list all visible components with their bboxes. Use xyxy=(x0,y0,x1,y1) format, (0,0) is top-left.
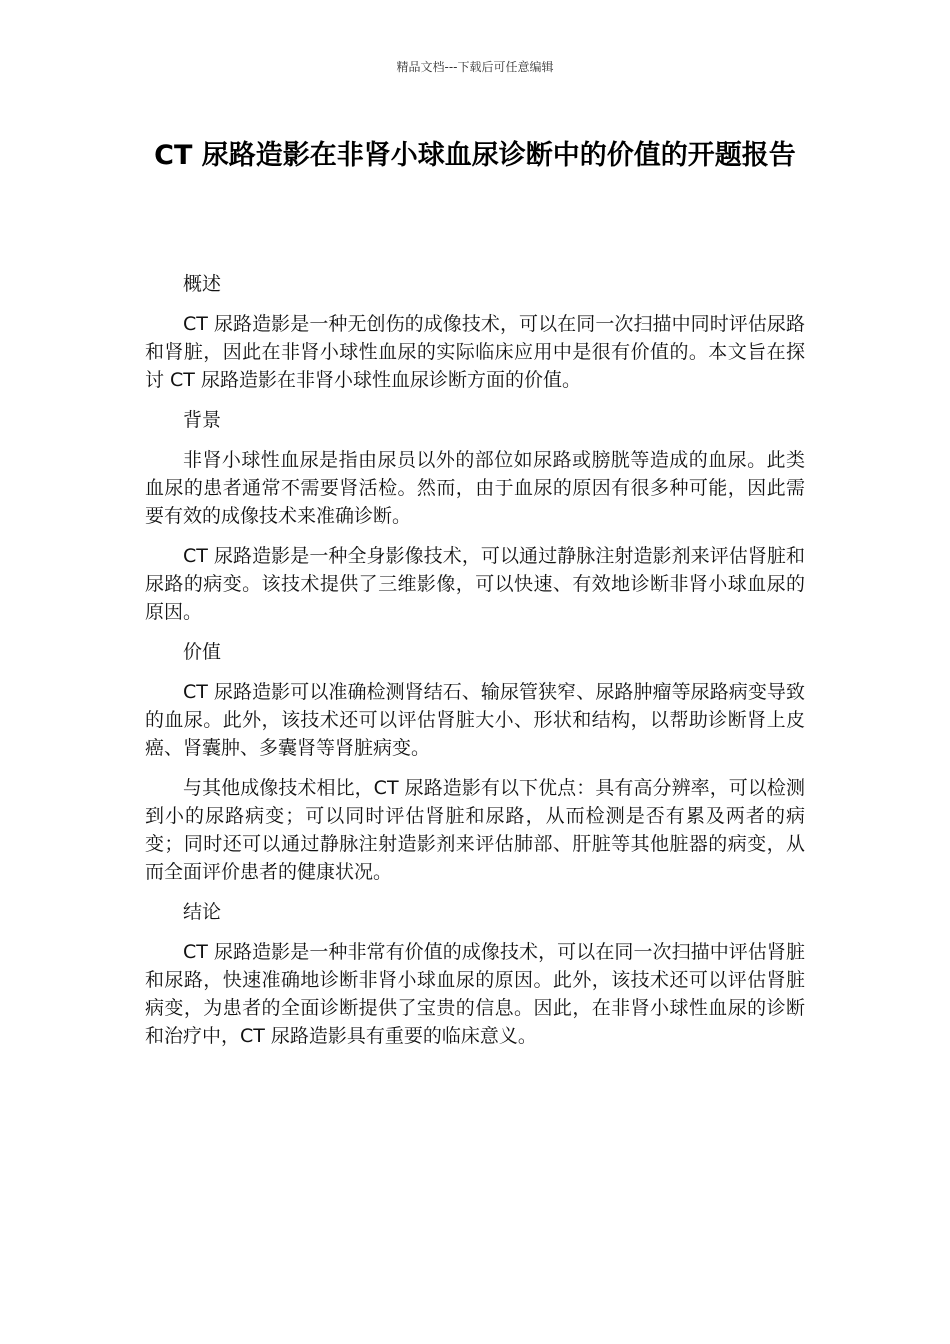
section-heading-background: 背景 xyxy=(183,409,222,431)
document-title: CT 尿路造影在非肾小球血尿诊断中的价值的开题报告 xyxy=(154,140,796,171)
section-heading-value: 价值 xyxy=(183,641,222,663)
section-heading-conclusion: 结论 xyxy=(183,901,222,923)
document-body xyxy=(145,270,805,1062)
paragraph: CT 尿路造影是一种无创伤的成像技术，可以在同一次扫描中同时评估尿路和肾脏，因此在非肾小球性血尿的实际临床应用中是很有价值的。本文旨在探讨 CT 尿路造影在非肾小球性血尿诊断方面的价值。 xyxy=(145,313,805,391)
paragraph: CT 尿路造影可以准确检测肾结石、输尿管狭窄、尿路肿瘤等尿路病变导致的血尿。此外，该技术还可以评估肾脏大小、形状和结构，以帮助诊断肾上皮癌、肾囊肿、多囊肾等肾脏病变。 xyxy=(145,681,805,759)
paragraph: 与其他成像技术相比，CT 尿路造影有以下优点：具有高分辨率，可以检测到小的尿路病变；可以同时评估肾脏和尿路，从而检测是否有累及两者的病变；同时还可以通过静脉注射造影剂来评估肺部、肝脏等其他脏器的病变，从而全面评价患者的健康状况。 xyxy=(145,777,805,883)
paragraph: CT 尿路造影是一种非常有价值的成像技术，可以在同一次扫描中评估肾脏和尿路，快速准确地诊断非肾小球血尿的原因。此外，该技术还可以评估肾脏病变，为患者的全面诊断提供了宝贵的信息。因此，在非肾小球性血尿的诊断和治疗中，CT 尿路造影具有重要的临床意义。 xyxy=(145,941,805,1047)
paragraph: CT 尿路造影是一种全身影像技术，可以通过静脉注射造影剂来评估肾脏和尿路的病变。该技术提供了三维影像，可以快速、有效地诊断非肾小球血尿的原因。 xyxy=(145,545,805,623)
header-note: 精品文档---下载后可任意编辑 xyxy=(396,60,554,74)
section-heading-overview: 概述 xyxy=(183,273,222,295)
paragraph: 非肾小球性血尿是指由尿员以外的部位如尿路或膀胱等造成的血尿。此类血尿的患者通常不需要肾活检。然而，由于血尿的原因有很多种可能，因此需要有效的成像技术来准确诊断。 xyxy=(145,449,805,527)
